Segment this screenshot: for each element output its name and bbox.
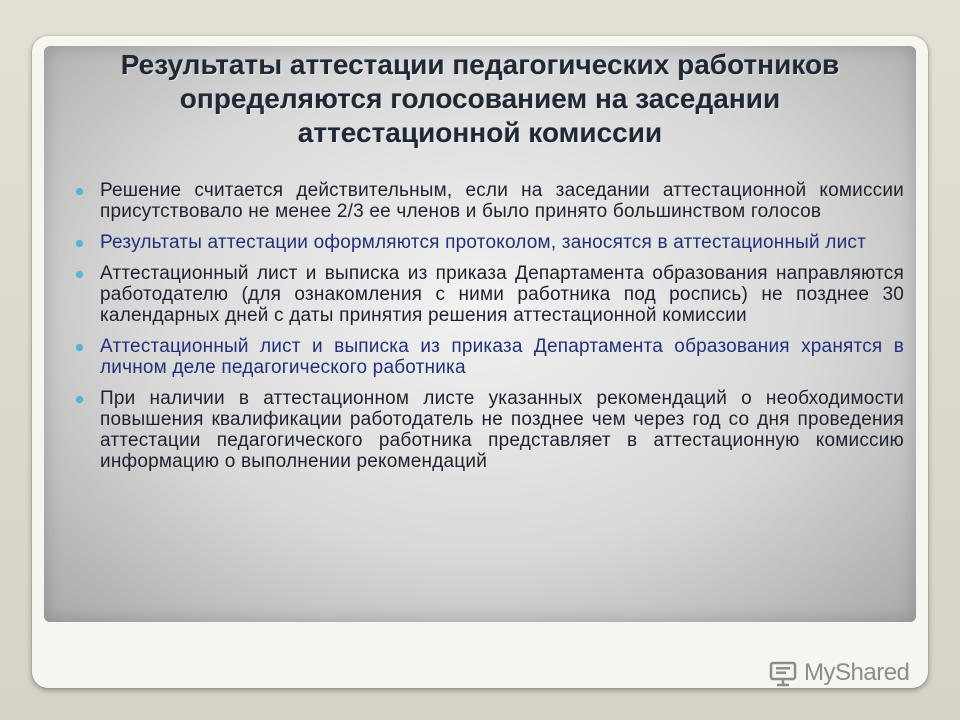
bullet-dot-icon xyxy=(76,240,83,247)
bullet-text: Решение считается действительным, если на заседании аттестационной комиссии присутствовало не менее 2/3 ее членов и было принято большинством голосов xyxy=(100,180,904,222)
bullet-item xyxy=(68,263,904,326)
title-line: Результаты аттестации педагогических работников xyxy=(120,49,840,80)
title-line: определяются голосованием на заседании xyxy=(179,83,781,114)
bullet-text: При наличии в аттестационном листе указанных рекомендаций о необходимости повышения квалификации работодатель не позднее чем через год со дня проведения аттестации педагогического работника представляет в аттестационную комиссию информацию о выполнении рекомендаций xyxy=(100,388,904,472)
bullet-dot-icon xyxy=(76,188,83,195)
bullet-text: Аттестационный лист и выписка из приказа Департамента образования направляются работодателю (для ознакомления с ними работника под роспись) не позднее 30 календарных дней с даты принятия решения аттестационной комиссии xyxy=(100,263,904,326)
bullet-list xyxy=(68,180,904,482)
watermark-text: MyShared xyxy=(804,659,910,686)
bullet-text: Результаты аттестации оформляются протоколом, заносятся в аттестационный лист xyxy=(100,232,866,253)
bullet-item xyxy=(68,180,904,222)
bullet-dot-icon xyxy=(76,396,83,403)
bullet-item xyxy=(68,232,904,253)
bullet-item xyxy=(68,336,904,378)
myshared-watermark[interactable] xyxy=(768,656,909,690)
presentation-board-icon xyxy=(768,658,798,688)
slide-title xyxy=(60,48,900,150)
bullet-item xyxy=(68,388,904,472)
bullet-dot-icon xyxy=(76,271,83,278)
bullet-dot-icon xyxy=(76,344,83,351)
bullet-text: Аттестационный лист и выписка из приказа Департамента образования хранятся в личном деле педагогического работника xyxy=(100,336,904,378)
title-line: аттестационной комиссии xyxy=(297,117,663,148)
